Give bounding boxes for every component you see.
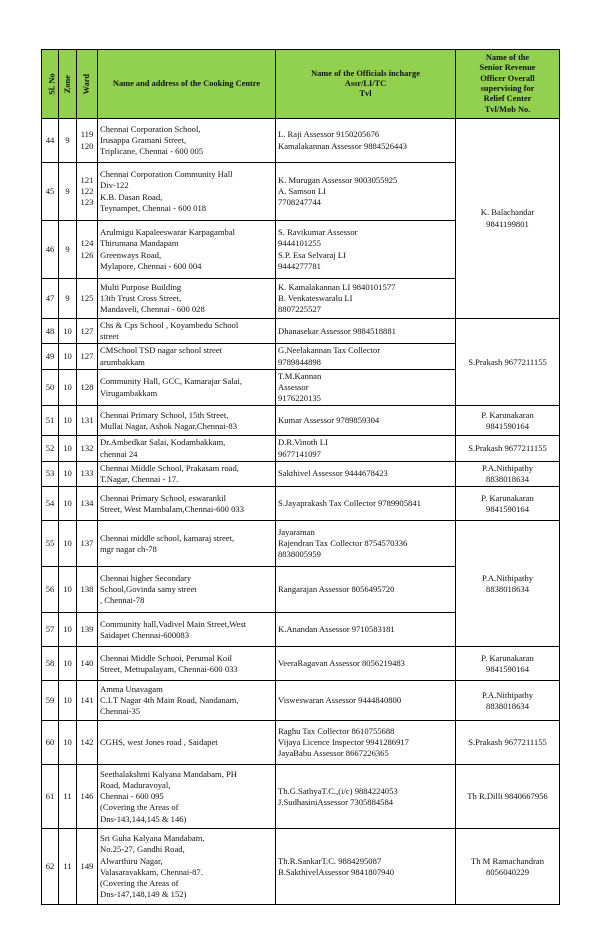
cell-officials: VeeraRagavan Assessor 8056219483 [276, 647, 456, 681]
cell-ward: 141 [77, 681, 98, 721]
cell-ward: 139 [77, 613, 98, 647]
cell-cooking-centre: Chennai middle school, kamaraj street, mgr nagar ch-78 [98, 521, 276, 567]
cell-zone: 11 [59, 829, 77, 905]
cell-ward: 128 [77, 369, 98, 406]
header-senior-revenue-officer: Name of the Senior Revenue Officer Overall supervising for Relief Center Tvl/Mob No. [456, 50, 560, 119]
cell-sl-no: 53 [42, 461, 59, 486]
cell-senior-revenue-officer: K. Balachandar 9841199801 [456, 119, 560, 319]
table-row [42, 319, 560, 344]
cell-zone: 10 [59, 721, 77, 765]
cell-ward: 119 120 [77, 119, 98, 163]
cell-officials: Jayaraman Rajendran Tax Collector 8754570336 8838005959 [276, 521, 456, 567]
cell-cooking-centre: Chs & Cps School , Koyambedu School street [98, 319, 276, 344]
cell-sl-no: 47 [42, 279, 59, 319]
table-row [42, 829, 560, 905]
table-row [42, 765, 560, 829]
cell-senior-revenue-officer: S.Prakash 9677211155 [456, 721, 560, 765]
cell-zone: 10 [59, 681, 77, 721]
table-row [42, 647, 560, 681]
table-header-row [42, 50, 560, 119]
cell-sl-no: 45 [42, 163, 59, 221]
cell-officials: Kumar Assessor 9789859304 [276, 406, 456, 436]
cell-zone: 10 [59, 319, 77, 344]
header-sl-no: Sl. No [42, 50, 59, 119]
cell-cooking-centre: Chennai Primary School, eswarankil Street, West Mambalam,Chennai-600 033 [98, 487, 276, 521]
cell-officials: Visweswaran Assessor 9444840800 [276, 681, 456, 721]
cell-zone: 10 [59, 487, 77, 521]
cell-ward: 124 126 [77, 221, 98, 279]
cell-zone: 10 [59, 369, 77, 406]
cell-sl-no: 55 [42, 521, 59, 567]
table-row [42, 406, 560, 436]
cell-zone: 10 [59, 406, 77, 436]
cell-ward: 140 [77, 647, 98, 681]
cell-officials: Th.G.SathyaT.C.,(i/c) 9884224053 J.SudhasiniAssessor 7305884584 [276, 765, 456, 829]
cell-zone: 10 [59, 436, 77, 461]
cell-zone: 9 [59, 163, 77, 221]
cell-ward: 127 [77, 319, 98, 344]
cell-cooking-centre: Sri Guha Kalyana Mandabam, No.25-27, Gandhi Road, Alwarthiru Nagar, Valasaravakkam, Chennai-87. (Covering the Areas of Dns-147,148,149 & 152) [98, 829, 276, 905]
cell-cooking-centre: Arulmigu Kapaleeswarar Karpagambal Thirumana Mandapam Greenways Road, Mylapore, Chennai - 600 004 [98, 221, 276, 279]
cell-sl-no: 61 [42, 765, 59, 829]
cell-officials: G.Neelakannan Tax Collector 9789844898 [276, 344, 456, 369]
cell-cooking-centre: Dr.Ambedkar Salai, Kodambakkam, chennai 24 [98, 436, 276, 461]
cell-cooking-centre: Chennai Primary School, 15th Street, Mullai Nagar, Ashok Nagar,Chennai-83 [98, 406, 276, 436]
cell-ward: 132 [77, 436, 98, 461]
cell-zone: 10 [59, 567, 77, 613]
cell-ward: 142 [77, 721, 98, 765]
table-row [42, 721, 560, 765]
table-row [42, 487, 560, 521]
cell-ward: 131 [77, 406, 98, 436]
cell-zone: 9 [59, 279, 77, 319]
header-officials: Name of the Officials incharge Assr/LI/TC Tvl [276, 50, 456, 119]
cell-officials: Th.R.SankarT.C. 9884295087 B.SakthivelAssessor 9841807940 [276, 829, 456, 905]
cell-zone: 11 [59, 765, 77, 829]
cell-ward: 134 [77, 487, 98, 521]
header-ward: Ward [77, 50, 98, 119]
cell-sl-no: 44 [42, 119, 59, 163]
header-name-address: Name and address of the Cooking Centre [98, 50, 276, 119]
cell-sl-no: 62 [42, 829, 59, 905]
cell-zone: 10 [59, 461, 77, 486]
cell-sl-no: 57 [42, 613, 59, 647]
cell-cooking-centre: Chennai Corporation Community Hall Div-122 K.B. Dasan Road, Teynampet, Chennai - 600 018 [98, 163, 276, 221]
cell-zone: 10 [59, 521, 77, 567]
table-row [42, 119, 560, 163]
cell-officials: S. Ravikumar Assessor 9444101255 S.P. Esa Selvaraj LI 9444277781 [276, 221, 456, 279]
cooking-centre-table [41, 49, 560, 905]
table-row [42, 521, 560, 567]
cell-senior-revenue-officer: P.A.Nithipathy 8838018634 [456, 681, 560, 721]
cell-cooking-centre: Seethalakshmi Kalyana Mandabam, PH Road, Maduravoyal, Chennai - 600 095 (Covering the Areas of Dns-143,144,145 & 146) [98, 765, 276, 829]
table-row [42, 436, 560, 461]
cell-officials: K.Anandan Assessor 9710583181 [276, 613, 456, 647]
cell-cooking-centre: Community hall,Vadivel Main Street,West Saidapet Chennai-600083 [98, 613, 276, 647]
cell-sl-no: 59 [42, 681, 59, 721]
cell-senior-revenue-officer: P.A.Nithipathy 8838018634 [456, 521, 560, 647]
cell-cooking-centre: Chennai Middle School, Prakasam road, T.Nagar, Chennai - 17. [98, 461, 276, 486]
cell-cooking-centre: Chennai Corporation School, Irusappa Gramani Street, Triplicane, Chennai - 600 005 [98, 119, 276, 163]
cell-senior-revenue-officer: S.Prakash 9677211155 [456, 319, 560, 406]
cell-sl-no: 49 [42, 344, 59, 369]
cell-senior-revenue-officer: P. Karunakaran 9841590164 [456, 647, 560, 681]
cell-officials: K. Murugan Assessor 9003055925 A. Samson LI 7708247744 [276, 163, 456, 221]
cell-ward: 146 [77, 765, 98, 829]
cell-cooking-centre: Community Hall, GCC, Kamarajar Salai, Virugambakkam [98, 369, 276, 406]
cell-cooking-centre: CMSchool TSD nagar school street arumbakkam [98, 344, 276, 369]
cell-zone: 10 [59, 647, 77, 681]
cell-officials: D.R.Vinoth LI 9677141097 [276, 436, 456, 461]
cell-officials: Sakthivel Assessor 9444678423 [276, 461, 456, 486]
cell-senior-revenue-officer: P. Karunakaran 9841590164 [456, 406, 560, 436]
cell-zone: 9 [59, 119, 77, 163]
cell-officials: Dhanasekar Assessor 9884518881 [276, 319, 456, 344]
cell-cooking-centre: CGHS, west Jones road , Saidapet [98, 721, 276, 765]
cell-sl-no: 51 [42, 406, 59, 436]
cell-sl-no: 60 [42, 721, 59, 765]
header-zone: Zone [59, 50, 77, 119]
cell-officials: L. Raji Assessor 9150205676 Kamalakannan Assessor 9884526443 [276, 119, 456, 163]
cell-cooking-centre: Amma Unavagam C.I.T Nagar 4th Main Road, Nandanam, Chennai-35 [98, 681, 276, 721]
table-row [42, 681, 560, 721]
cell-sl-no: 48 [42, 319, 59, 344]
cell-sl-no: 50 [42, 369, 59, 406]
cell-senior-revenue-officer: Th M Ramachandran 8056040229 [456, 829, 560, 905]
cell-senior-revenue-officer: S.Prakash 9677211155 [456, 436, 560, 461]
cell-officials: Raghu Tax Collector 8610755688 Vijaya Licence Inspector 9941286917 JayaBabu Assessor 8667226365 [276, 721, 456, 765]
cell-sl-no: 54 [42, 487, 59, 521]
cell-ward: 127 [77, 344, 98, 369]
cell-zone: 10 [59, 344, 77, 369]
cell-officials: S.Jayaprakash Tax Collector 9789905841 [276, 487, 456, 521]
cell-officials: T.M.Kannan Assessor 9176220135 [276, 369, 456, 406]
cell-ward: 138 [77, 567, 98, 613]
cell-sl-no: 46 [42, 221, 59, 279]
cell-ward: 133 [77, 461, 98, 486]
cell-officials: Rangarajan Assessor 8056495720 [276, 567, 456, 613]
cell-sl-no: 52 [42, 436, 59, 461]
cell-ward: 121 122 123 [77, 163, 98, 221]
table-row [42, 461, 560, 486]
cell-ward: 137 [77, 521, 98, 567]
cell-senior-revenue-officer: P. Karunakaran 9841590164 [456, 487, 560, 521]
cell-sl-no: 58 [42, 647, 59, 681]
relief-centre-table-sheet [41, 49, 560, 905]
cell-zone: 10 [59, 613, 77, 647]
cell-senior-revenue-officer: P.A.Nithipathy 8838018634 [456, 461, 560, 486]
cell-senior-revenue-officer: Th R.Dilli 9840667956 [456, 765, 560, 829]
cell-cooking-centre: Multi Purpose Building 13th Trust Cross Street, Mandaveli, Chennai - 600 028 [98, 279, 276, 319]
cell-ward: 149 [77, 829, 98, 905]
cell-zone: 9 [59, 221, 77, 279]
cell-cooking-centre: Chennai Middle Schooi, Perumal Koil Street, Mettupalayam, Chennai-600 033 [98, 647, 276, 681]
cell-officials: K. Kamalakannan LI 9840101577 B. Venkateswaralu LI 8807225527 [276, 279, 456, 319]
cell-sl-no: 56 [42, 567, 59, 613]
table-body [42, 119, 560, 905]
cell-ward: 125 [77, 279, 98, 319]
cell-cooking-centre: Chennai higher Secondary School,Govinda samy street , Chennai-78 [98, 567, 276, 613]
